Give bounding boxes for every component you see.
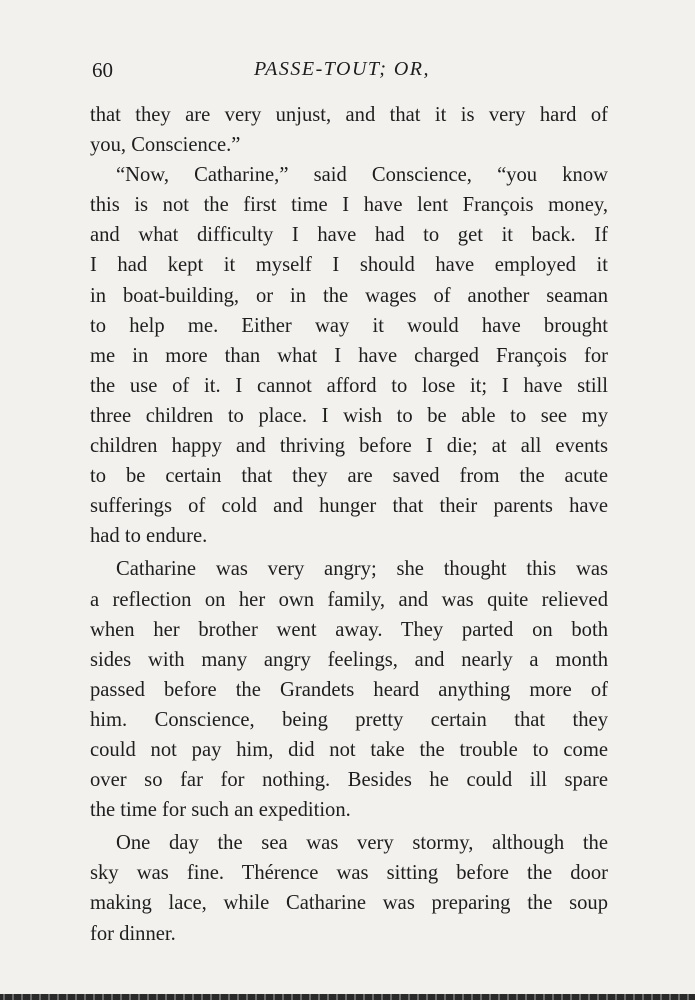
text-line: that they are very unjust, and that it is very hard of	[90, 104, 608, 126]
page-number: 60	[92, 58, 113, 82]
paragraph	[90, 160, 608, 551]
text-line: sides with many angry feelings, and nearly a month	[90, 648, 608, 671]
text-line: me in more than what I have charged François for	[90, 344, 608, 367]
text-line: passed before the Grandets heard anything more of	[90, 678, 608, 701]
running-head	[92, 58, 612, 88]
text-line: sufferings of cold and hunger that their parents have	[90, 495, 608, 518]
text-line: the time for such an expedition.	[90, 799, 351, 822]
text-line: sky was fine. Thérence was sitting before the door	[90, 862, 608, 885]
text-line: for dinner.	[90, 922, 176, 945]
text-line: Catharine was very angry; she thought this was	[116, 558, 608, 581]
text-line: and what difficulty I have had to get it back. If	[90, 224, 608, 247]
text-line: I had kept it myself I should have employed it	[90, 254, 608, 277]
text-line: children happy and thriving before I die; at all events	[90, 435, 608, 458]
text-line: to be certain that they are saved from the acute	[90, 465, 608, 488]
text-line: over so far for nothing. Besides he could ill spare	[90, 769, 608, 792]
text-line: “Now, Catharine,” said Conscience, “you know	[116, 164, 608, 187]
paragraph	[90, 100, 608, 160]
text-line: could not pay him, did not take the trouble to come	[90, 738, 608, 761]
text-line: making lace, while Catharine was preparing the soup	[90, 892, 608, 915]
text-line: in boat-building, or in the wages of another seaman	[90, 284, 608, 307]
text-line: you, Conscience.”	[90, 134, 241, 157]
running-title: PASSE-TOUT; OR,	[254, 58, 431, 80]
text-line: this is not the first time I have lent François money,	[90, 194, 608, 217]
text-line: One day the sea was very stormy, although the	[116, 832, 608, 855]
paragraph	[90, 828, 608, 948]
text-line: the use of it. I cannot afford to lose it; I have still	[90, 374, 608, 397]
text-line: a reflection on her own family, and was quite relieved	[90, 588, 608, 611]
text-line: had to endure.	[90, 525, 208, 548]
paragraph	[90, 554, 608, 825]
text-line: to help me. Either way it would have brought	[90, 314, 608, 337]
bottom-edge-rule	[0, 994, 695, 1000]
text-line: three children to place. I wish to be able to see my	[90, 404, 608, 427]
body-text	[90, 100, 608, 949]
text-line: him. Conscience, being pretty certain that they	[90, 708, 608, 731]
text-line: when her brother went away. They parted on both	[90, 618, 608, 641]
